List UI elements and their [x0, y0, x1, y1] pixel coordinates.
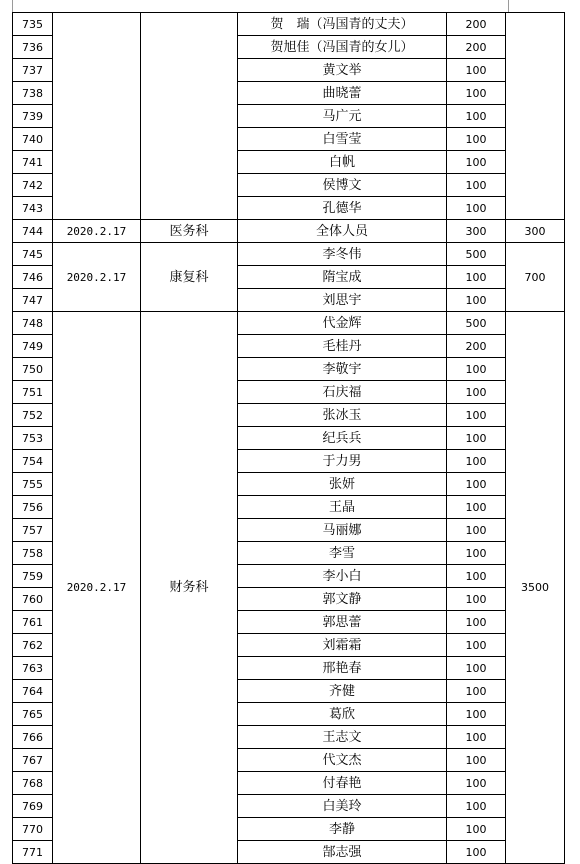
donor-name-cell: 全体人员 [238, 220, 447, 243]
donor-name-cell: 刘思宇 [238, 289, 447, 312]
row-number-cell: 739 [13, 105, 53, 128]
donor-name-cell: 石庆福 [238, 381, 447, 404]
donor-name-cell: 李雪 [238, 542, 447, 565]
amount-cell: 100 [447, 519, 506, 542]
table-row [13, 243, 565, 266]
row-number-cell: 735 [13, 13, 53, 36]
donor-name-cell: 孔德华 [238, 197, 447, 220]
amount-cell: 200 [447, 13, 506, 36]
donor-name-cell: 郭文静 [238, 588, 447, 611]
row-number-cell: 768 [13, 772, 53, 795]
donor-name-cell: 贺 瑞（冯国青的丈夫） [238, 13, 447, 36]
row-number-cell: 758 [13, 542, 53, 565]
row-number-cell: 741 [13, 151, 53, 174]
amount-cell: 100 [447, 473, 506, 496]
donor-name-cell: 马丽娜 [238, 519, 447, 542]
amount-cell: 100 [447, 726, 506, 749]
row-number-cell: 752 [13, 404, 53, 427]
amount-cell: 100 [447, 266, 506, 289]
row-number-cell: 756 [13, 496, 53, 519]
donor-name-cell: 郭思蕾 [238, 611, 447, 634]
department-total-cell: 3500 [506, 312, 565, 864]
amount-cell: 200 [447, 335, 506, 358]
row-number-cell: 744 [13, 220, 53, 243]
amount-cell: 200 [447, 36, 506, 59]
amount-cell: 100 [447, 174, 506, 197]
department-cell: 财务科 [141, 312, 238, 864]
amount-cell: 100 [447, 450, 506, 473]
date-cell: 2020.2.17 [53, 243, 141, 312]
row-number-cell: 764 [13, 680, 53, 703]
row-number-cell: 749 [13, 335, 53, 358]
row-number-cell: 762 [13, 634, 53, 657]
amount-cell: 100 [447, 795, 506, 818]
amount-cell: 100 [447, 404, 506, 427]
page-corner-mark-left [12, 0, 13, 12]
amount-cell: 100 [447, 680, 506, 703]
donor-name-cell: 侯博文 [238, 174, 447, 197]
donor-name-cell: 贺旭佳（冯国青的女儿） [238, 36, 447, 59]
row-number-cell: 754 [13, 450, 53, 473]
row-number-cell: 745 [13, 243, 53, 266]
department-cell [141, 13, 238, 220]
row-number-cell: 738 [13, 82, 53, 105]
donor-name-cell: 王晶 [238, 496, 447, 519]
amount-cell: 100 [447, 105, 506, 128]
amount-cell: 100 [447, 381, 506, 404]
donor-name-cell: 马广元 [238, 105, 447, 128]
row-number-cell: 743 [13, 197, 53, 220]
donation-table [12, 12, 565, 864]
row-number-cell: 736 [13, 36, 53, 59]
table-row [13, 13, 565, 36]
donor-name-cell: 齐健 [238, 680, 447, 703]
donor-name-cell: 曲晓蕾 [238, 82, 447, 105]
amount-cell: 300 [447, 220, 506, 243]
row-number-cell: 751 [13, 381, 53, 404]
row-number-cell: 763 [13, 657, 53, 680]
donor-name-cell: 刘霜霜 [238, 634, 447, 657]
row-number-cell: 770 [13, 818, 53, 841]
amount-cell: 100 [447, 59, 506, 82]
donor-name-cell: 代文杰 [238, 749, 447, 772]
donor-name-cell: 于力男 [238, 450, 447, 473]
row-number-cell: 746 [13, 266, 53, 289]
amount-cell: 100 [447, 703, 506, 726]
donor-name-cell: 纪兵兵 [238, 427, 447, 450]
page-corner-mark-right [508, 0, 509, 12]
amount-cell: 100 [447, 588, 506, 611]
amount-cell: 100 [447, 749, 506, 772]
row-number-cell: 757 [13, 519, 53, 542]
donor-name-cell: 白美玲 [238, 795, 447, 818]
donor-name-cell: 李冬伟 [238, 243, 447, 266]
amount-cell: 100 [447, 772, 506, 795]
donor-name-cell: 白雪莹 [238, 128, 447, 151]
amount-cell: 100 [447, 565, 506, 588]
amount-cell: 100 [447, 128, 506, 151]
row-number-cell: 771 [13, 841, 53, 864]
amount-cell: 100 [447, 82, 506, 105]
table-row [13, 220, 565, 243]
row-number-cell: 737 [13, 59, 53, 82]
donation-table-body [13, 13, 565, 864]
department-cell: 康复科 [141, 243, 238, 312]
row-number-cell: 765 [13, 703, 53, 726]
date-cell [53, 13, 141, 220]
donor-name-cell: 王志文 [238, 726, 447, 749]
donor-name-cell: 付春艳 [238, 772, 447, 795]
row-number-cell: 747 [13, 289, 53, 312]
row-number-cell: 755 [13, 473, 53, 496]
donor-name-cell: 张冰玉 [238, 404, 447, 427]
amount-cell: 100 [447, 289, 506, 312]
donor-name-cell: 隋宝成 [238, 266, 447, 289]
amount-cell: 100 [447, 542, 506, 565]
row-number-cell: 760 [13, 588, 53, 611]
department-total-cell: 700 [506, 243, 565, 312]
donor-name-cell: 葛欣 [238, 703, 447, 726]
row-number-cell: 748 [13, 312, 53, 335]
amount-cell: 100 [447, 818, 506, 841]
donor-name-cell: 黄文举 [238, 59, 447, 82]
amount-cell: 100 [447, 496, 506, 519]
department-total-cell [506, 13, 565, 220]
amount-cell: 100 [447, 358, 506, 381]
donor-name-cell: 代金辉 [238, 312, 447, 335]
amount-cell: 100 [447, 427, 506, 450]
row-number-cell: 769 [13, 795, 53, 818]
donor-name-cell: 白帆 [238, 151, 447, 174]
date-cell: 2020.2.17 [53, 220, 141, 243]
amount-cell: 100 [447, 841, 506, 864]
amount-cell: 100 [447, 657, 506, 680]
amount-cell: 500 [447, 243, 506, 266]
row-number-cell: 750 [13, 358, 53, 381]
amount-cell: 100 [447, 634, 506, 657]
donor-name-cell: 李静 [238, 818, 447, 841]
donor-name-cell: 李小白 [238, 565, 447, 588]
row-number-cell: 740 [13, 128, 53, 151]
row-number-cell: 753 [13, 427, 53, 450]
donor-name-cell: 毛桂丹 [238, 335, 447, 358]
date-cell: 2020.2.17 [53, 312, 141, 864]
amount-cell: 100 [447, 197, 506, 220]
row-number-cell: 742 [13, 174, 53, 197]
row-number-cell: 767 [13, 749, 53, 772]
row-number-cell: 759 [13, 565, 53, 588]
row-number-cell: 766 [13, 726, 53, 749]
department-cell: 医务科 [141, 220, 238, 243]
amount-cell: 100 [447, 611, 506, 634]
department-total-cell: 300 [506, 220, 565, 243]
amount-cell: 500 [447, 312, 506, 335]
donor-name-cell: 郜志强 [238, 841, 447, 864]
row-number-cell: 761 [13, 611, 53, 634]
amount-cell: 100 [447, 151, 506, 174]
table-row [13, 312, 565, 335]
donor-name-cell: 邢艳春 [238, 657, 447, 680]
donor-name-cell: 李敬宇 [238, 358, 447, 381]
donor-name-cell: 张妍 [238, 473, 447, 496]
